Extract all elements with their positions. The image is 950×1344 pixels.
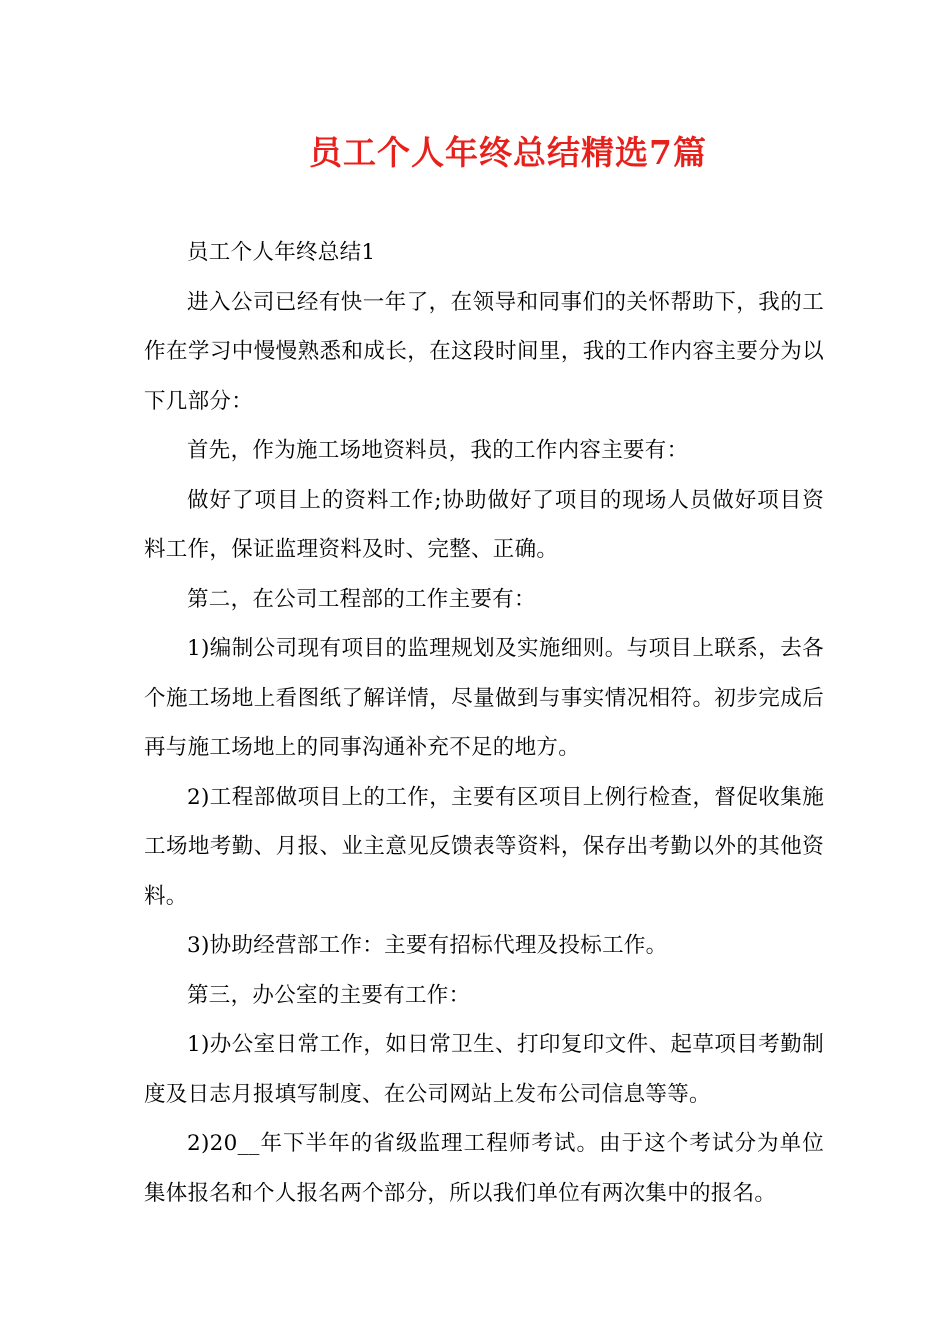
section-heading: 员工个人年终总结1 (187, 240, 376, 265)
body-paragraph: 2)20__年下半年的省级监理工程师考试。由于这个考试分为单位集体报名和个人报名两个部分，所以我们单位有两次集中的报名。 (144, 1131, 824, 1206)
body-paragraph: 2)工程部做项目上的工作，主要有区项目上例行检查，督促收集施工场地考勤、月报、业主意见反馈表等资料，保存出考勤以外的其他资料。 (144, 784, 824, 909)
body-paragraph: 第三，办公室的主要有工作： (187, 982, 471, 1008)
body-paragraph: 第二，在公司工程部的工作主要有： (187, 586, 536, 612)
body-paragraph: 首先，作为施工场地资料员，我的工作内容主要有： (187, 438, 689, 463)
body-paragraph: 进入公司已经有快一年了，在领导和同事们的关怀帮助下，我的工作在学习中慢慢熟悉和成长，在这段时间里，我的工作内容主要分为以下几部分： (144, 289, 824, 414)
document-body (144, 228, 824, 1218)
document-title: 员工个人年终总结精选7篇 (309, 133, 707, 172)
body-paragraph: 3)协助经营部工作：主要有招标代理及投标工作。 (187, 933, 668, 958)
body-paragraph: 做好了项目上的资料工作;协助做好了项目的现场人员做好项目资料工作，保证监理资料及时、完整、正确。 (144, 487, 824, 562)
body-paragraph: 1)办公室日常工作，如日常卫生、打印复印文件、起草项目考勤制度及日志月报填写制度、在公司网站上发布公司信息等等。 (144, 1032, 824, 1107)
body-paragraph: 1)编制公司现有项目的监理规划及实施细则。与项目上联系，去各个施工场地上看图纸了解详情，尽量做到与事实情况相符。初步完成后再与施工场地上的同事沟通补充不足的地方。 (144, 636, 824, 760)
